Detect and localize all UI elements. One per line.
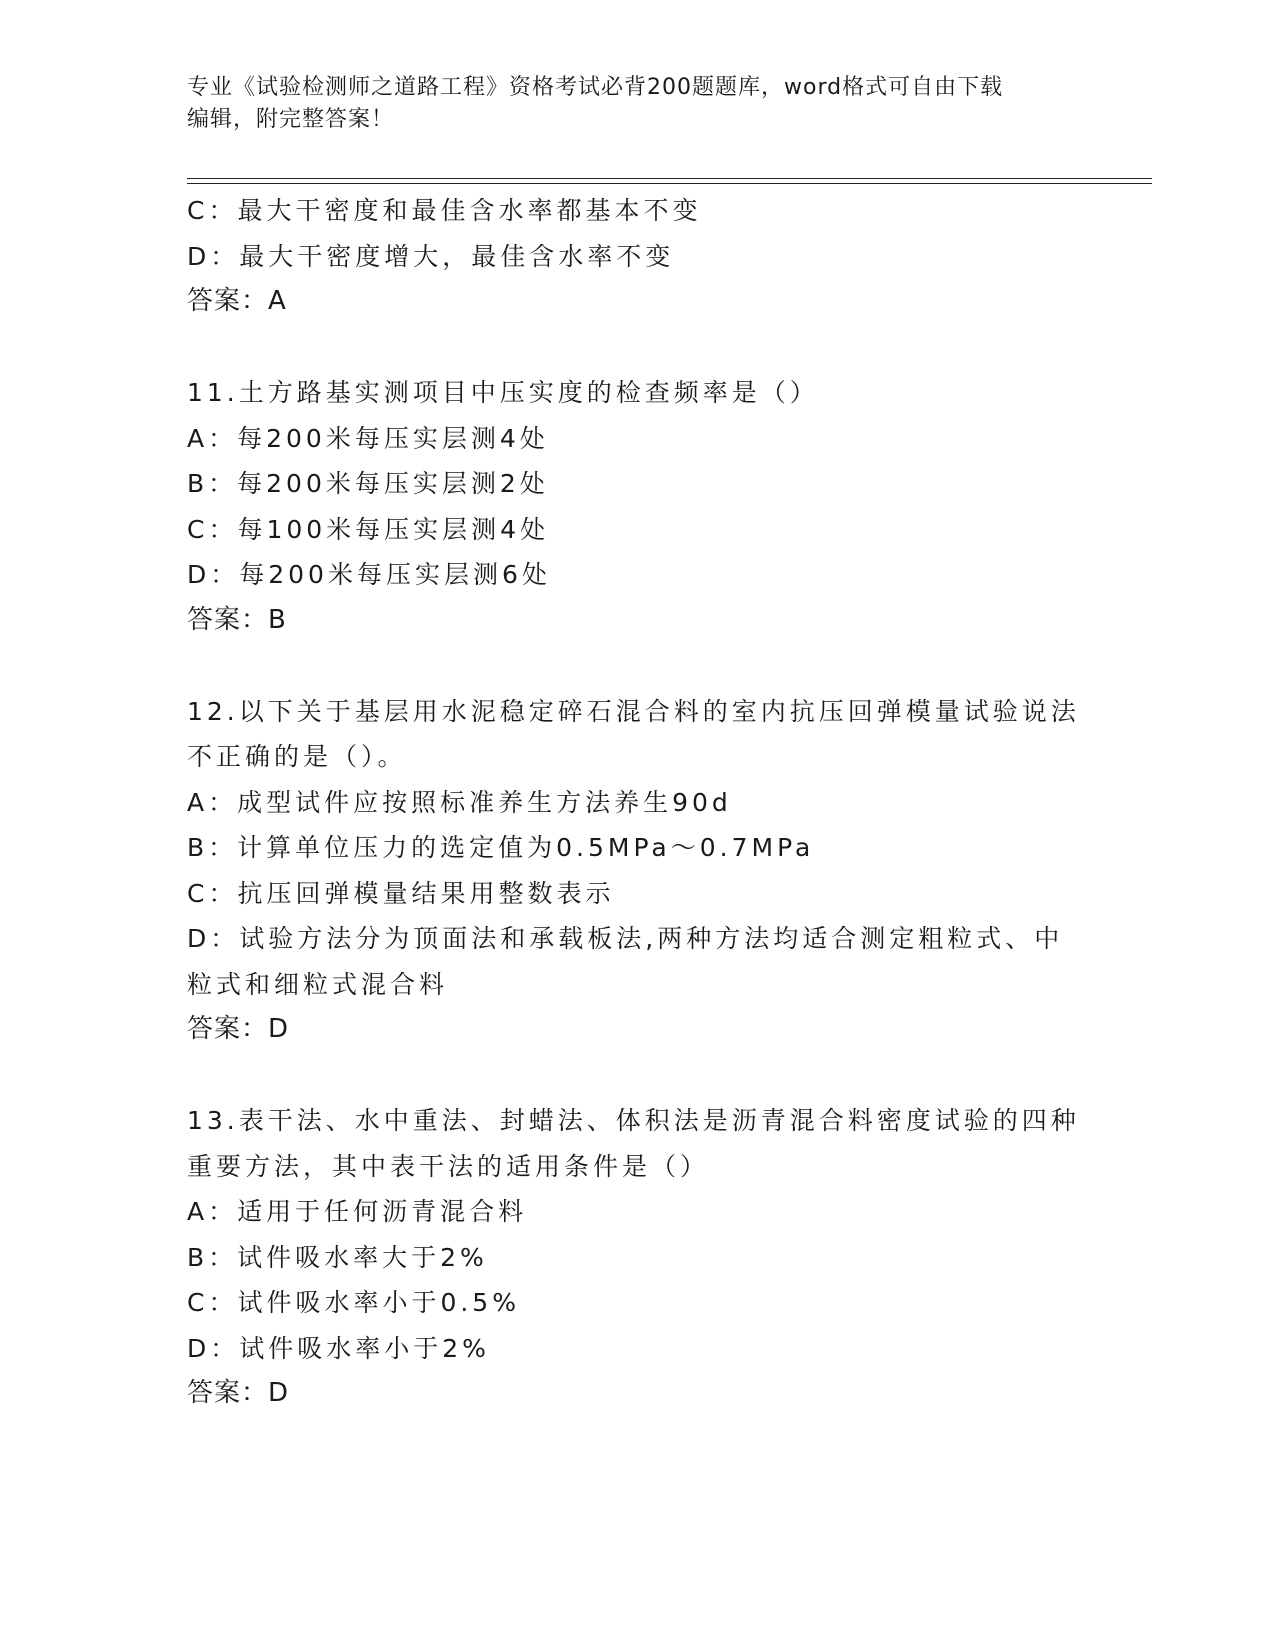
- option-d: D：每200米每压实层测6处: [187, 560, 551, 589]
- option-c: C：试件吸水率小于0.5%: [187, 1288, 520, 1317]
- question-stem-line-2: 重要方法，其中表干法的适用条件是（）: [187, 1151, 710, 1181]
- question-stem-line-1: 13.表干法、水中重法、封蜡法、体积法是沥青混合料密度试验的四种: [187, 1106, 1080, 1135]
- document-header: [187, 72, 1067, 136]
- answer: 答案：D: [187, 1378, 290, 1408]
- question-13: [187, 1098, 1087, 1417]
- option-a: A：成型试件应按照标准养生方法养生90d: [187, 787, 732, 817]
- option-a: A：适用于任何沥青混合料: [187, 1197, 528, 1226]
- option-b: B：每200米每压实层测2处: [187, 469, 549, 498]
- answer: 答案：D: [187, 1014, 290, 1044]
- option-d: D：最大干密度增大，最佳含水率不变: [187, 241, 675, 271]
- option-d: D：试件吸水率小于2%: [187, 1333, 490, 1363]
- header-divider-top: [187, 178, 1152, 179]
- question-list: [187, 188, 1087, 1417]
- option-a: A：每200米每压实层测4处: [187, 423, 549, 453]
- spacer: [187, 1053, 1087, 1099]
- question-stem-line-1: 12.以下关于基层用水泥稳定碎石混合料的室内抗压回弹模量试验说法: [187, 696, 1080, 726]
- answer: 答案：A: [187, 286, 287, 316]
- answer: 答案：B: [187, 604, 287, 635]
- header-divider-bottom: [187, 183, 1152, 184]
- option-b: B：计算单位压力的选定值为0.5MPa～0.7MPa: [187, 833, 815, 862]
- option-c: C：最大干密度和最佳含水率都基本不变: [187, 196, 702, 225]
- option-b: B：试件吸水率大于2%: [187, 1242, 488, 1272]
- option-d-line-1: D：试验方法分为顶面法和承载板法,两种方法均适合测定粗粒式、中: [187, 924, 1064, 953]
- spacer: [187, 325, 1087, 371]
- question-10-fragment: [187, 188, 1087, 325]
- header-title-line-2: 编辑，附完整答案！: [187, 107, 395, 132]
- question-11: [187, 370, 1087, 643]
- option-d-line-2: 粒式和细粒式混合料: [187, 969, 449, 999]
- option-c: C：抗压回弹模量结果用整数表示: [187, 878, 615, 908]
- question-12: [187, 689, 1087, 1053]
- question-stem: 11.土方路基实测项目中压实度的检查频率是（）: [187, 378, 819, 407]
- header-title-line-1: 专业《试验检测师之道路工程》资格考试必背200题题库，word格式可自由下载: [187, 75, 1004, 100]
- option-c: C：每100米每压实层测4处: [187, 514, 550, 544]
- spacer: [187, 643, 1087, 689]
- question-stem-line-2: 不正确的是（）。: [187, 742, 407, 771]
